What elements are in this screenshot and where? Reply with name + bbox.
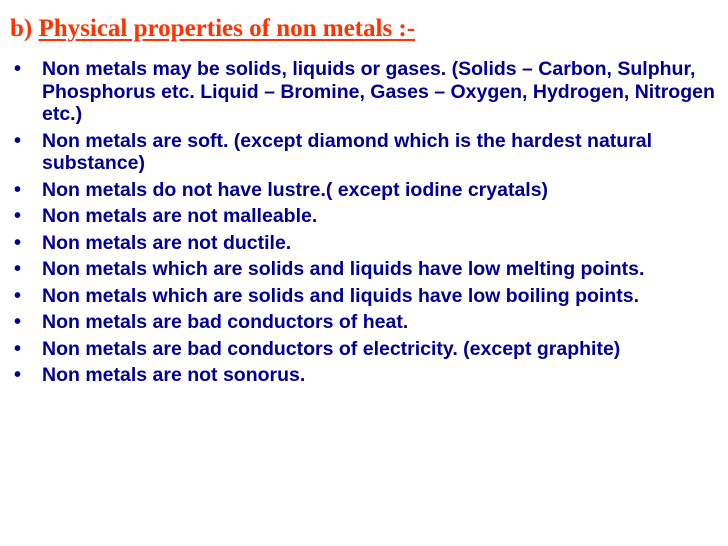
bullet-text: Non metals which are solids and liquids have low melting points. (42, 258, 645, 280)
bullet-icon: • (14, 311, 22, 333)
bullet-item (0, 58, 728, 126)
bullet-icon: • (14, 337, 22, 360)
bullet-icon: • (14, 58, 22, 80)
bullet-icon: • (14, 231, 22, 254)
heading-prefix: b) (10, 15, 33, 42)
bullet-item (0, 179, 728, 202)
bullet-icon: • (14, 178, 22, 201)
heading-title: Physical properties of non metals :- (38, 15, 416, 42)
bullet-text: Non metals may be solids, liquids or gases. (Solids – Carbon, Sulphur, Phosphorus etc. Liquid – Bromine, Gases – Oxygen, Hydrogen, Nitrogen etc.) (42, 58, 715, 125)
bullet-text: Non metals which are solids and liquids have low boiling points. (42, 284, 639, 307)
bullet-item (0, 364, 728, 387)
bullet-icon: • (14, 129, 22, 152)
slide-heading (10, 14, 415, 44)
bullet-text: Non metals are not ductile. (42, 231, 292, 254)
bullet-text: Non metals are not malleable. (42, 205, 318, 227)
bullet-list (0, 58, 728, 391)
bullet-item (0, 232, 728, 255)
bullet-item (0, 258, 728, 281)
bullet-item (0, 285, 728, 308)
bullet-icon: • (14, 258, 22, 280)
bullet-icon: • (14, 364, 22, 386)
bullet-item (0, 205, 728, 228)
bullet-item (0, 338, 728, 361)
bullet-icon: • (14, 205, 22, 227)
bullet-item (0, 130, 728, 175)
bullet-text: Non metals do not have lustre.( except iodine cryatals) (42, 178, 549, 201)
bullet-text: Non metals are bad conductors of heat. (42, 311, 409, 333)
bullet-text: Non metals are bad conductors of electricity. (except graphite) (42, 337, 621, 360)
bullet-text: Non metals are not sonorus. (42, 364, 306, 386)
bullet-text: Non metals are soft. (except diamond which is the hardest natural substance) (42, 129, 653, 174)
bullet-item (0, 311, 728, 334)
bullet-icon: • (14, 284, 22, 307)
